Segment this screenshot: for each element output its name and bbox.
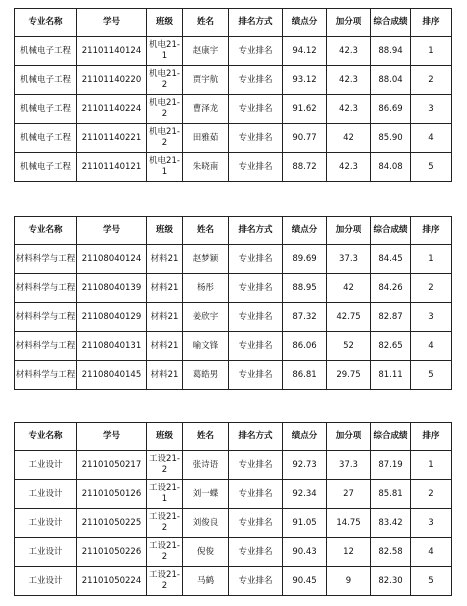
bonus-cell: 27 xyxy=(327,480,371,509)
table-row xyxy=(15,274,452,303)
method-cell: 专业排名 xyxy=(229,303,283,332)
score-cell: 90.77 xyxy=(283,124,327,153)
table-row xyxy=(15,567,452,596)
header-total: 综合成绩 xyxy=(371,423,411,451)
major-cell: 材料科学与工程 xyxy=(15,303,77,332)
header-score: 绩点分 xyxy=(283,9,327,37)
header-method: 排名方式 xyxy=(229,423,283,451)
name-cell: 喻文锋 xyxy=(183,332,229,361)
class-cell: 材料21 xyxy=(147,361,183,390)
header-total: 综合成绩 xyxy=(371,9,411,37)
name-cell: 杨彤 xyxy=(183,274,229,303)
ranking-table-industrial-design xyxy=(14,422,452,596)
rank-cell: 5 xyxy=(411,153,452,182)
header-score: 绩点分 xyxy=(283,217,327,245)
score-cell: 90.43 xyxy=(283,538,327,567)
student-id-cell: 21101050226 xyxy=(77,538,147,567)
method-cell: 专业排名 xyxy=(229,274,283,303)
table-row xyxy=(15,361,452,390)
rank-cell: 3 xyxy=(411,303,452,332)
major-cell: 机械电子工程 xyxy=(15,95,77,124)
header-student-id: 学号 xyxy=(77,217,147,245)
student-id-cell: 21108040131 xyxy=(77,332,147,361)
bonus-cell: 42.3 xyxy=(327,37,371,66)
name-cell: 田雅茹 xyxy=(183,124,229,153)
class-cell: 机电21-2 xyxy=(147,124,183,153)
total-cell: 88.04 xyxy=(371,66,411,95)
header-method: 排名方式 xyxy=(229,9,283,37)
class-cell: 工设21-2 xyxy=(147,567,183,596)
rank-cell: 4 xyxy=(411,332,452,361)
total-cell: 82.30 xyxy=(371,567,411,596)
header-bonus: 加分项 xyxy=(327,217,371,245)
bonus-cell: 37.3 xyxy=(327,451,371,480)
rank-cell: 3 xyxy=(411,509,452,538)
method-cell: 专业排名 xyxy=(229,66,283,95)
rank-cell: 2 xyxy=(411,480,452,509)
name-cell: 赵梦颖 xyxy=(183,245,229,274)
header-name: 姓名 xyxy=(183,217,229,245)
table-row xyxy=(15,480,452,509)
major-cell: 材料科学与工程 xyxy=(15,245,77,274)
student-id-cell: 21108040129 xyxy=(77,303,147,332)
major-cell: 工业设计 xyxy=(15,451,77,480)
total-cell: 83.42 xyxy=(371,509,411,538)
class-cell: 工设21-2 xyxy=(147,451,183,480)
name-cell: 张诗语 xyxy=(183,451,229,480)
major-cell: 机械电子工程 xyxy=(15,37,77,66)
header-bonus: 加分项 xyxy=(327,423,371,451)
header-major: 专业名称 xyxy=(15,9,77,37)
header-major: 专业名称 xyxy=(15,423,77,451)
class-cell: 工设21-1 xyxy=(147,480,183,509)
student-id-cell: 21108040145 xyxy=(77,361,147,390)
table-row xyxy=(15,509,452,538)
header-total: 综合成绩 xyxy=(371,217,411,245)
student-id-cell: 21101050217 xyxy=(77,451,147,480)
student-id-cell: 21101050224 xyxy=(77,567,147,596)
method-cell: 专业排名 xyxy=(229,153,283,182)
header-method: 排名方式 xyxy=(229,217,283,245)
total-cell: 82.87 xyxy=(371,303,411,332)
class-cell: 机电21-2 xyxy=(147,95,183,124)
bonus-cell: 12 xyxy=(327,538,371,567)
total-cell: 81.11 xyxy=(371,361,411,390)
bonus-cell: 42.75 xyxy=(327,303,371,332)
rank-cell: 3 xyxy=(411,95,452,124)
header-name: 姓名 xyxy=(183,9,229,37)
major-cell: 材料科学与工程 xyxy=(15,361,77,390)
score-cell: 87.32 xyxy=(283,303,327,332)
total-cell: 86.69 xyxy=(371,95,411,124)
name-cell: 赵康宇 xyxy=(183,37,229,66)
total-cell: 82.65 xyxy=(371,332,411,361)
total-cell: 85.81 xyxy=(371,480,411,509)
class-cell: 材料21 xyxy=(147,274,183,303)
bonus-cell: 42 xyxy=(327,124,371,153)
score-cell: 91.05 xyxy=(283,509,327,538)
header-row xyxy=(15,9,452,37)
class-cell: 材料21 xyxy=(147,303,183,332)
header-bonus: 加分项 xyxy=(327,9,371,37)
class-cell: 材料21 xyxy=(147,332,183,361)
student-id-cell: 21101050225 xyxy=(77,509,147,538)
major-cell: 工业设计 xyxy=(15,480,77,509)
total-cell: 87.19 xyxy=(371,451,411,480)
method-cell: 专业排名 xyxy=(229,332,283,361)
header-class: 班级 xyxy=(147,423,183,451)
score-cell: 86.06 xyxy=(283,332,327,361)
table-row xyxy=(15,451,452,480)
method-cell: 专业排名 xyxy=(229,480,283,509)
ranking-table-materials xyxy=(14,216,452,390)
class-cell: 机电21-1 xyxy=(147,153,183,182)
table-row xyxy=(15,303,452,332)
score-cell: 88.95 xyxy=(283,274,327,303)
method-cell: 专业排名 xyxy=(229,451,283,480)
rank-cell: 5 xyxy=(411,567,452,596)
bonus-cell: 9 xyxy=(327,567,371,596)
student-id-cell: 21101140221 xyxy=(77,124,147,153)
header-class: 班级 xyxy=(147,9,183,37)
bonus-cell: 42.3 xyxy=(327,95,371,124)
method-cell: 专业排名 xyxy=(229,538,283,567)
rank-cell: 2 xyxy=(411,66,452,95)
method-cell: 专业排名 xyxy=(229,95,283,124)
name-cell: 朱晓南 xyxy=(183,153,229,182)
class-cell: 机电21-1 xyxy=(147,37,183,66)
header-rank: 排序 xyxy=(411,9,452,37)
name-cell: 刘俊良 xyxy=(183,509,229,538)
name-cell: 葛皓男 xyxy=(183,361,229,390)
major-cell: 材料科学与工程 xyxy=(15,332,77,361)
name-cell: 贾宇航 xyxy=(183,66,229,95)
header-student-id: 学号 xyxy=(77,423,147,451)
header-score: 绩点分 xyxy=(283,423,327,451)
bonus-cell: 42 xyxy=(327,274,371,303)
class-cell: 机电21-2 xyxy=(147,66,183,95)
bonus-cell: 14.75 xyxy=(327,509,371,538)
total-cell: 88.94 xyxy=(371,37,411,66)
total-cell: 84.26 xyxy=(371,274,411,303)
name-cell: 倪俊 xyxy=(183,538,229,567)
header-row xyxy=(15,217,452,245)
bonus-cell: 37.3 xyxy=(327,245,371,274)
table-row xyxy=(15,332,452,361)
total-cell: 84.45 xyxy=(371,245,411,274)
name-cell: 姜欣宇 xyxy=(183,303,229,332)
student-id-cell: 21108040139 xyxy=(77,274,147,303)
header-name: 姓名 xyxy=(183,423,229,451)
major-cell: 工业设计 xyxy=(15,538,77,567)
rank-cell: 4 xyxy=(411,538,452,567)
major-cell: 工业设计 xyxy=(15,509,77,538)
student-id-cell: 21101140124 xyxy=(77,37,147,66)
score-cell: 92.34 xyxy=(283,480,327,509)
name-cell: 曹泽龙 xyxy=(183,95,229,124)
header-rank: 排序 xyxy=(411,423,452,451)
class-cell: 工设21-2 xyxy=(147,538,183,567)
rank-cell: 2 xyxy=(411,274,452,303)
major-cell: 工业设计 xyxy=(15,567,77,596)
method-cell: 专业排名 xyxy=(229,567,283,596)
rank-cell: 5 xyxy=(411,361,452,390)
table-row xyxy=(15,245,452,274)
rank-cell: 1 xyxy=(411,245,452,274)
score-cell: 90.45 xyxy=(283,567,327,596)
class-cell: 工设21-2 xyxy=(147,509,183,538)
method-cell: 专业排名 xyxy=(229,361,283,390)
score-cell: 92.73 xyxy=(283,451,327,480)
table-row xyxy=(15,124,452,153)
major-cell: 机械电子工程 xyxy=(15,66,77,95)
rank-cell: 1 xyxy=(411,451,452,480)
student-id-cell: 21101140220 xyxy=(77,66,147,95)
method-cell: 专业排名 xyxy=(229,124,283,153)
header-student-id: 学号 xyxy=(77,9,147,37)
ranking-table-mechatronics xyxy=(14,8,452,182)
table-row xyxy=(15,37,452,66)
rank-cell: 1 xyxy=(411,37,452,66)
total-cell: 82.58 xyxy=(371,538,411,567)
major-cell: 材料科学与工程 xyxy=(15,274,77,303)
name-cell: 马鹤 xyxy=(183,567,229,596)
bonus-cell: 42.3 xyxy=(327,153,371,182)
header-row xyxy=(15,423,452,451)
method-cell: 专业排名 xyxy=(229,37,283,66)
header-rank: 排序 xyxy=(411,217,452,245)
student-id-cell: 21108040124 xyxy=(77,245,147,274)
score-cell: 88.72 xyxy=(283,153,327,182)
name-cell: 刘一蝶 xyxy=(183,480,229,509)
major-cell: 机械电子工程 xyxy=(15,124,77,153)
class-cell: 材料21 xyxy=(147,245,183,274)
bonus-cell: 52 xyxy=(327,332,371,361)
rank-cell: 4 xyxy=(411,124,452,153)
total-cell: 84.08 xyxy=(371,153,411,182)
table-row xyxy=(15,538,452,567)
student-id-cell: 21101140121 xyxy=(77,153,147,182)
score-cell: 91.62 xyxy=(283,95,327,124)
total-cell: 85.90 xyxy=(371,124,411,153)
score-cell: 86.81 xyxy=(283,361,327,390)
table-row xyxy=(15,66,452,95)
method-cell: 专业排名 xyxy=(229,509,283,538)
header-class: 班级 xyxy=(147,217,183,245)
major-cell: 机械电子工程 xyxy=(15,153,77,182)
score-cell: 94.12 xyxy=(283,37,327,66)
student-id-cell: 21101140224 xyxy=(77,95,147,124)
score-cell: 93.12 xyxy=(283,66,327,95)
header-major: 专业名称 xyxy=(15,217,77,245)
score-cell: 89.69 xyxy=(283,245,327,274)
bonus-cell: 42.3 xyxy=(327,66,371,95)
method-cell: 专业排名 xyxy=(229,245,283,274)
table-row xyxy=(15,153,452,182)
bonus-cell: 29.75 xyxy=(327,361,371,390)
student-id-cell: 21101050126 xyxy=(77,480,147,509)
table-row xyxy=(15,95,452,124)
